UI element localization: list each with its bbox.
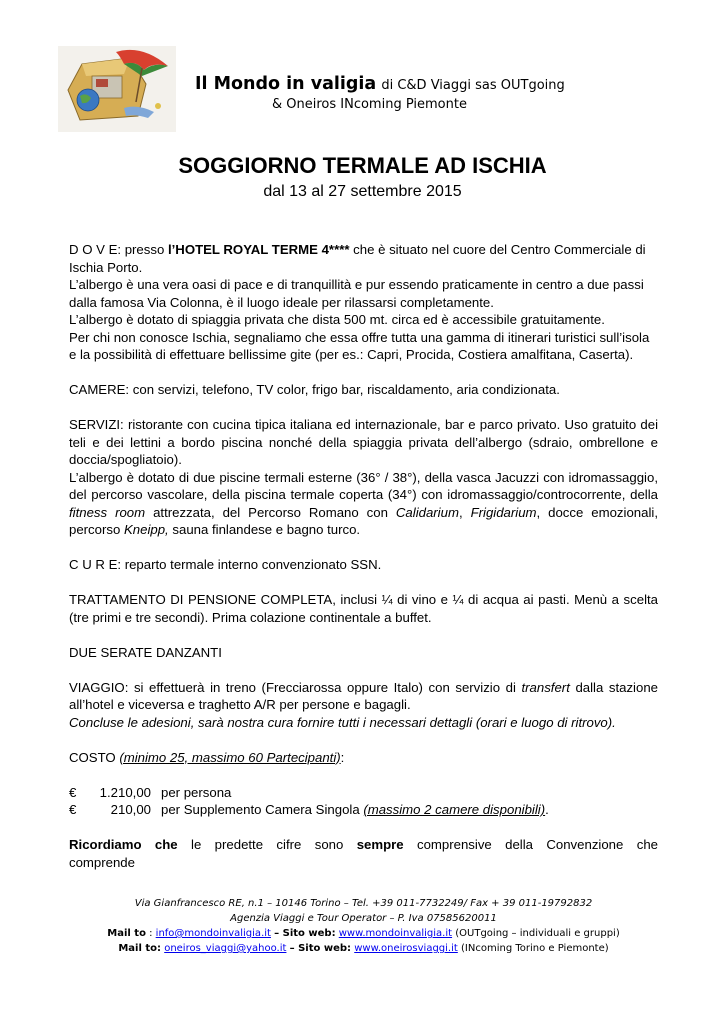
viaggio-note: Concluse le adesioni, sarà nostra cura fornire tutti i necessari dettagli (orari e luogo di ritrovo). (69, 714, 616, 730)
camere-label: CAMERE: (69, 382, 130, 397)
servizi-p2e: sauna finlandese e bagno turco. (172, 522, 361, 537)
hotel-name: l’HOTEL ROYAL TERME 4**** (167, 242, 350, 257)
servizi-frigidarium: Frigidarium (470, 504, 537, 520)
company-logo (58, 46, 176, 132)
servizi-p2d: , docce emozionali, percorso (69, 504, 658, 537)
costo-colon: : (340, 749, 345, 765)
web-link-oneiros[interactable]: www.oneirosviaggi.it (354, 943, 458, 954)
viaggio-text1: si effettuerà in treno (Frecciarossa oppure Italo) con servizio di (133, 679, 516, 695)
costo-label: COSTO (69, 749, 116, 765)
footer-mail-label: Mail to (107, 928, 146, 939)
dove-pre: presso (124, 242, 165, 257)
servizi-kneipp: Kneipp, (123, 522, 169, 537)
price-row (69, 801, 658, 819)
ricordiamo-text2: comprensive della Convenzione che comprende (69, 837, 658, 870)
price-desc: per persona (161, 784, 232, 800)
footer-web-label: – Sito web: (274, 928, 336, 939)
price-amount: 210,00 (110, 802, 151, 817)
email-link-info[interactable]: info@mondoinvaligia.it (155, 928, 271, 939)
page-subtitle: dal 13 al 27 settembre 2015 (263, 183, 462, 200)
dove-label: D O V E: (69, 242, 122, 257)
viaggio-label: VIAGGIO: (69, 679, 129, 695)
cure-label: C U R E: (69, 557, 122, 572)
section-cure (69, 556, 658, 574)
viaggio-transfert: transfert (521, 679, 570, 695)
footer-contacts-outgoing: Mail to : info@mondoinvaligia.it – Sito web: www.mondoinvaligia.it (OUTgoing – individuali e gruppi) (107, 928, 620, 939)
ricordiamo-bold2: sempre (356, 837, 404, 852)
footer-contacts-incoming (69, 941, 658, 956)
price-note: (massimo 2 camere disponibili) (363, 802, 546, 817)
agency-brand-rest: di C&D Viaggi sas OUTgoing (381, 78, 565, 93)
servizi-fitness: fitness room (69, 504, 146, 520)
dove-text4: Per chi non conosce Ischia, segnaliamo che essa offre tutta una gamma di itinerari turistici sull’isola e la possibilità di effettuare bellissime gite (per es.: Capri, Procida, Costiera amalfitana, Caserta). (69, 329, 650, 362)
section-costo (69, 749, 658, 767)
servizi-calidarium: Calidarium (395, 504, 459, 520)
servizi-label: SERVIZI: (69, 417, 124, 432)
cure-text: reparto termale interno convenzionato SSN. (124, 557, 382, 572)
price-amount: 1.210,00 (99, 784, 151, 800)
ricordiamo-bold1: Ricordiamo che (69, 837, 178, 852)
costo-note: (minimo 25, massimo 60 Partecipanti) (119, 749, 341, 765)
page-title: SOGGIORNO TERMALE AD ISCHIA (178, 153, 547, 178)
section-ricordiamo (69, 836, 658, 871)
footer-web2-note: (INcoming Torino e Piemonte) (461, 943, 609, 954)
dove-text1: che è situato nel cuore del Centro Commerciale di Ischia Porto. (69, 242, 646, 275)
footer-web1-note: (OUTgoing – individuali e gruppi) (455, 928, 620, 939)
footer-vat: Agenzia Viaggi e Tour Operator – P. Iva 07585620011 (230, 913, 497, 924)
servizi-p2a: L’albergo è dotato di due piscine termali esterne (36° / 38°), della vasca Jacuzzi con idromassaggio, del percorso vascolare, della piscina termale coperta (34°) con idromassaggio/controcorrente, della (69, 469, 658, 502)
ricordiamo-text1: le predette cifre sono (191, 837, 344, 852)
footer-address: Via Gianfrancesco RE, n.1 – 10146 Torino – Tel. +39 011-7732249/ Fax + 39 011-19792832 (134, 898, 593, 909)
agency-header-line1 (195, 74, 565, 94)
camere-text: con servizi, telefono, TV color, frigo bar, riscaldamento, aria condizionata. (132, 382, 560, 397)
viaggio-text2: dalla stazione all’hotel e viceversa e traghetto A/R per persone e bagagli. (69, 679, 658, 712)
dove-text3: L’albergo è dotato di spiaggia privata che dista 500 mt. circa ed è accessibile gratuitamente. (69, 312, 605, 327)
section-serate: DUE SERATE DANZANTI (69, 644, 222, 660)
web-link-mondoinvaligia[interactable]: www.mondoinvaligia.it (338, 928, 453, 939)
price-currency: € (69, 802, 77, 817)
footer-web2-label: – Sito web: (289, 943, 352, 954)
section-servizi (69, 416, 658, 539)
servizi-text1: ristorante con cucina tipica italiana ed internazionale, bar e parco privato. Uso gratuito dei teli e dei lettini a bordo piscina nonché della spiaggia privata dell’albergo (sdraio, ombrellone e doccia/spogliatoio). (69, 417, 658, 467)
agency-header-line2: & Oneiros INcoming Piemonte (272, 97, 467, 112)
footer-mail2-label: Mail to: (118, 943, 162, 954)
dove-text2: L’albergo è una vera oasi di pace e di tranquillità e pur essendo praticamente in centro a due passi dalla famosa Via Colonna, è il luogo ideale per rilassarsi completamente. (69, 277, 644, 310)
email-link-oneiros[interactable]: oneiros_viaggi@yahoo.it (164, 943, 287, 954)
section-dove (69, 241, 658, 364)
price-currency: € (69, 784, 77, 800)
price-list (69, 784, 658, 819)
servizi-p2c: , (458, 504, 463, 520)
price-row (69, 784, 658, 802)
section-viaggio (69, 679, 658, 732)
price-desc: per Supplemento Camera Singola (161, 802, 360, 817)
section-camere (69, 381, 658, 399)
servizi-p2b: attrezzata, del Percorso Romano con (153, 504, 388, 520)
price-dot: . (545, 802, 549, 817)
section-trattamento: TRATTAMENTO DI PENSIONE COMPLETA, inclusi ¼ di vino e ¼ di acqua ai pasti. Menù a scelta (tre primi e tre secondi). Prima colazione continentale a buffet. (69, 592, 658, 625)
document-body (69, 241, 658, 889)
agency-brand: Il Mondo in valigia (195, 74, 377, 94)
page-footer (69, 896, 658, 956)
